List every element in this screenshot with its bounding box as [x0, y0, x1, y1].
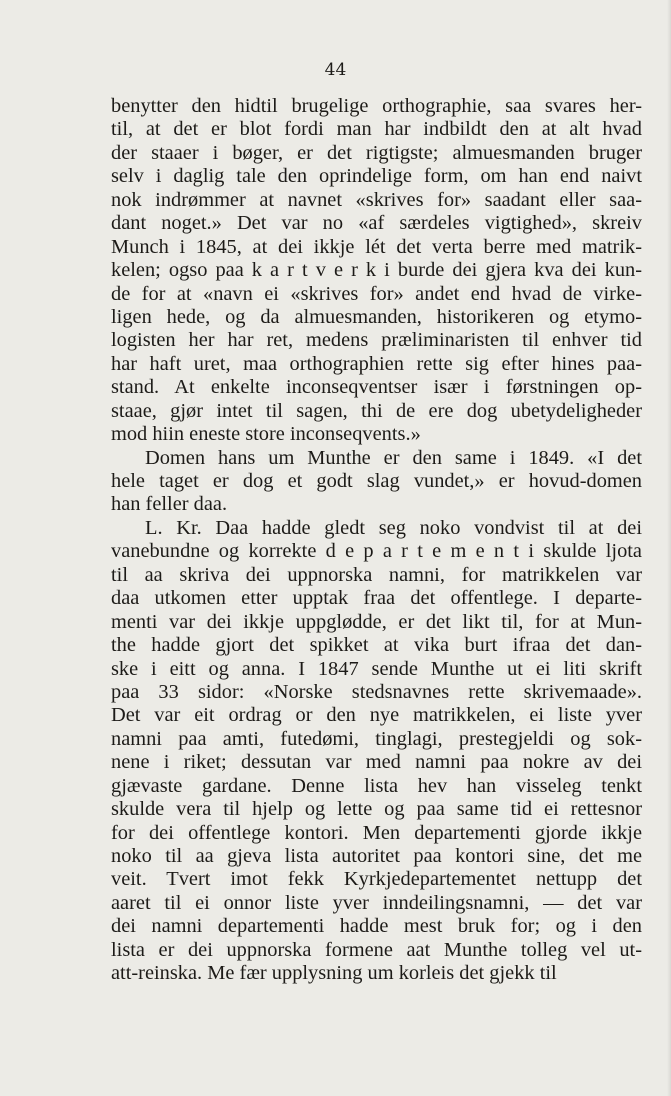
text-line: ligen hede, og da almuesmanden, historikeren og etymo- — [111, 305, 642, 328]
text-line: nok indrømmer at navnet «skrives for» saadant eller saa- — [111, 188, 642, 211]
body-text — [111, 95, 642, 986]
page-number: 44 — [324, 60, 347, 80]
text-line: namni paa amti, futedømi, tinglagi, prestegjeldi og sok- — [111, 727, 642, 750]
text-line: noko til aa gjeva lista autoritet paa kontori sine, det me — [111, 845, 642, 867]
text-line: til, at det er blot fordi man har indbildt den at alt hvad — [111, 118, 642, 141]
text-line: dant noget.» Det var no «af særdeles vigtighed», skreiv — [111, 212, 642, 235]
text-line: staae, gjør intet til sagen, thi de ere dog ubetydeligheder — [111, 399, 642, 422]
text-line: har haft uret, maa orthographien rette sig efter hines paa- — [111, 352, 642, 375]
text-line: hele taget er dog et godt slag vundet,» er hovud-domen — [111, 470, 642, 492]
text-line: til aa skriva dei uppnorska namni, for matrikkelen var — [111, 563, 642, 586]
text-line: paa 33 sidor: «Norske stedsnavnes rette skrivemaade». — [111, 680, 642, 703]
page-edge — [667, 0, 671, 1096]
text-line: menti var dei ikkje uppglødde, er det likt til, for at Mun- — [111, 610, 642, 633]
text-line: att-reinska. Me fær upplysning um korleis det gjekk til — [111, 962, 557, 985]
text-line: de for at «navn ei «skrives for» andet end hvad de virke- — [111, 282, 642, 305]
text-line: nene i riket; dessutan var med namni paa nokre av dei — [111, 751, 642, 774]
text-line: L. Kr. Daa hadde gledt seg noko vondvist til at dei — [145, 516, 642, 539]
text-line: mod hiin eneste store inconseqvents.» — [111, 423, 421, 446]
text-line: kelen; ogso paa k a r t v e r k i burde dei gjera kva dei kun- — [111, 259, 642, 282]
text-line: benytter den hidtil brugelige orthographie, saa svares her- — [111, 95, 642, 117]
text-line: skulde vera til hjelp og lette og paa same tid ei rettesnor — [111, 798, 642, 821]
text-line: stand. At enkelte inconseqventser især i førstningen op- — [111, 376, 642, 399]
text-line: gjævaste gardane. Denne lista hev han visseleg tenkt — [111, 774, 642, 797]
paragraph — [111, 517, 642, 986]
text-line: daa utkomen etter upptak fraa det offentlege. I departe- — [111, 587, 642, 610]
text-line: Domen hans um Munthe er den same i 1849. «I det — [145, 446, 642, 469]
text-line: veit. Tvert imot fekk Kyrkjedepartementet nettupp det — [111, 868, 642, 891]
text-line: dei namni departementi hadde mest bruk for; og i den — [111, 915, 642, 938]
text-line: Munch i 1845, at dei ikkje lét det verta berre med matrik- — [111, 235, 642, 258]
text-line: vanebundne og korrekte d e p a r t e m e n t i skulde ljota — [111, 540, 642, 563]
text-line: Det var eit ordrag or den nye matrikkelen, ei liste yver — [111, 704, 642, 727]
text-line: der staaer i bøger, er det rigtigste; almuesmanden bruger — [111, 141, 642, 164]
text-line: the hadde gjort det spikket at vika burt ifraa det dan- — [111, 634, 642, 657]
text-line: selv i daglig tale den oprindelige form, om han end naivt — [111, 165, 642, 188]
text-line: han feller daa. — [111, 493, 228, 516]
text-line: for dei offentlege kontori. Men departementi gjorde ikkje — [111, 821, 642, 844]
text-line: ske i eitt og anna. I 1847 sende Munthe ut ei liti skrift — [111, 657, 642, 680]
text-line: logisten her har ret, medens præliminaristen til enhver tid — [111, 329, 642, 352]
paragraph — [111, 95, 642, 447]
paragraph — [111, 447, 642, 517]
text-line: lista er dei uppnorska formene aat Munthe tolleg vel ut- — [111, 938, 642, 961]
text-line: aaret til ei onnor liste yver inndeilingsnamni, — det var — [111, 891, 642, 914]
